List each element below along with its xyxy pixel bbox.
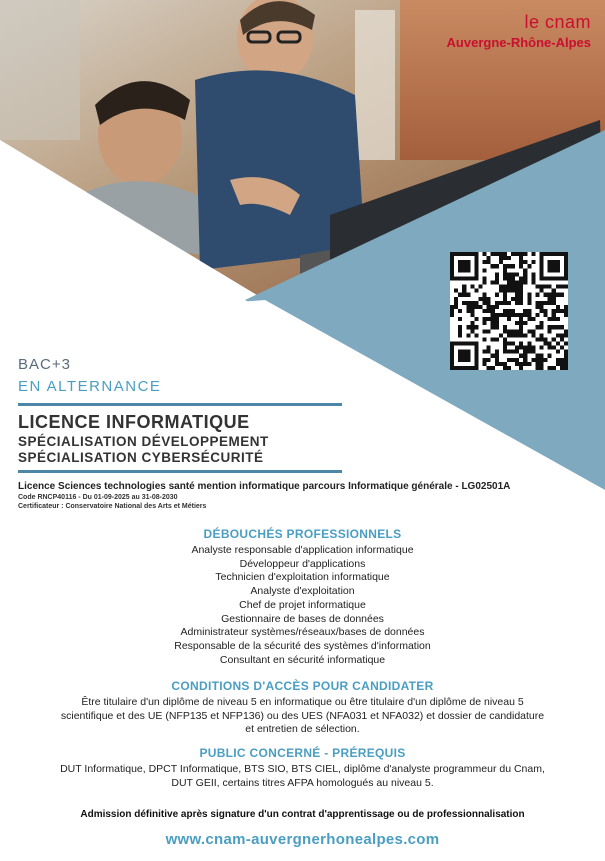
divider-bottom bbox=[18, 470, 342, 473]
logo-region: Auvergne-Rhône-Alpes bbox=[446, 35, 591, 50]
mode-label: EN ALTERNANCE bbox=[18, 378, 162, 395]
public-section bbox=[0, 746, 605, 790]
conditions-text bbox=[0, 696, 605, 737]
level-label: BAC+3 bbox=[18, 356, 71, 373]
specialisation-cybersecurity: SPÉCIALISATION CYBERSÉCURITÉ bbox=[18, 450, 264, 465]
reference-certifier: Certificateur : Conservatoire National des Arts et Métiers bbox=[18, 503, 207, 510]
specialisation-development: SPÉCIALISATION DÉVELOPPEMENT bbox=[18, 434, 269, 449]
list-item: Technicien d'exploitation informatique bbox=[215, 571, 390, 584]
text-line: scientifique et des UE (NFP135 et NFP136) ou des UES (NFA031 et NFA032) et dossier de candidature bbox=[60, 709, 545, 722]
logo-name: le cnam bbox=[524, 12, 591, 32]
list-item: Analyste responsable d'application informatique bbox=[191, 544, 414, 556]
diploma-titles bbox=[18, 412, 269, 465]
list-item: Développeur d'applications bbox=[239, 557, 366, 570]
text-line: et entretien de sélection. bbox=[245, 723, 360, 736]
divider-top bbox=[18, 403, 342, 406]
section-heading: DÉBOUCHÉS PROFESSIONNELS bbox=[203, 527, 402, 541]
text-line: DUT Informatique, DPCT Informatique, BTS SIO, BTS CIEL, diplôme d'analyste programmeur du Cnam, bbox=[60, 763, 545, 775]
list-item: Administrateur systèmes/réseaux/bases de données bbox=[180, 626, 425, 639]
list-item: Gestionnaire de bases de données bbox=[221, 612, 384, 625]
reference-title: Licence Sciences technologies santé mention informatique parcours Informatique générale - LG02501A bbox=[18, 481, 511, 492]
section-heading: PUBLIC CONCERNÉ - PRÉREQUIS bbox=[199, 746, 406, 760]
conditions-section bbox=[0, 679, 605, 737]
list-item: Analyste d'exploitation bbox=[250, 585, 355, 598]
text-line: DUT GEII, certains titres AFPA homologués au niveau 5. bbox=[171, 776, 434, 789]
cnam-logo bbox=[447, 12, 591, 50]
qr-code-icon[interactable] bbox=[450, 252, 568, 370]
debouches-section bbox=[0, 527, 605, 667]
admission-note: Admission définitive après signature d'un contrat d'apprentissage ou de professionnalisation bbox=[80, 809, 525, 820]
page-title: LICENCE INFORMATIQUE bbox=[18, 412, 250, 432]
list-item: Consultant en sécurité informatique bbox=[219, 653, 386, 666]
list-item: Responsable de la sécurité des systèmes d'information bbox=[174, 639, 431, 652]
debouches-list bbox=[0, 544, 605, 667]
reference-code: Code RNCP40116 - Du 01-09-2025 au 31-08-2030 bbox=[18, 494, 178, 501]
section-heading: CONDITIONS D'ACCÈS POUR CANDIDATER bbox=[171, 679, 434, 693]
text-line: Être titulaire d'un diplôme de niveau 5 en informatique ou être titulaire d'un diplôme de niveau 5 bbox=[81, 696, 524, 708]
public-text bbox=[0, 763, 605, 790]
diploma-reference bbox=[18, 481, 510, 510]
list-item: Chef de projet informatique bbox=[239, 598, 366, 611]
website-link[interactable]: www.cnam-auvergnerhonealpes.com bbox=[165, 831, 440, 848]
